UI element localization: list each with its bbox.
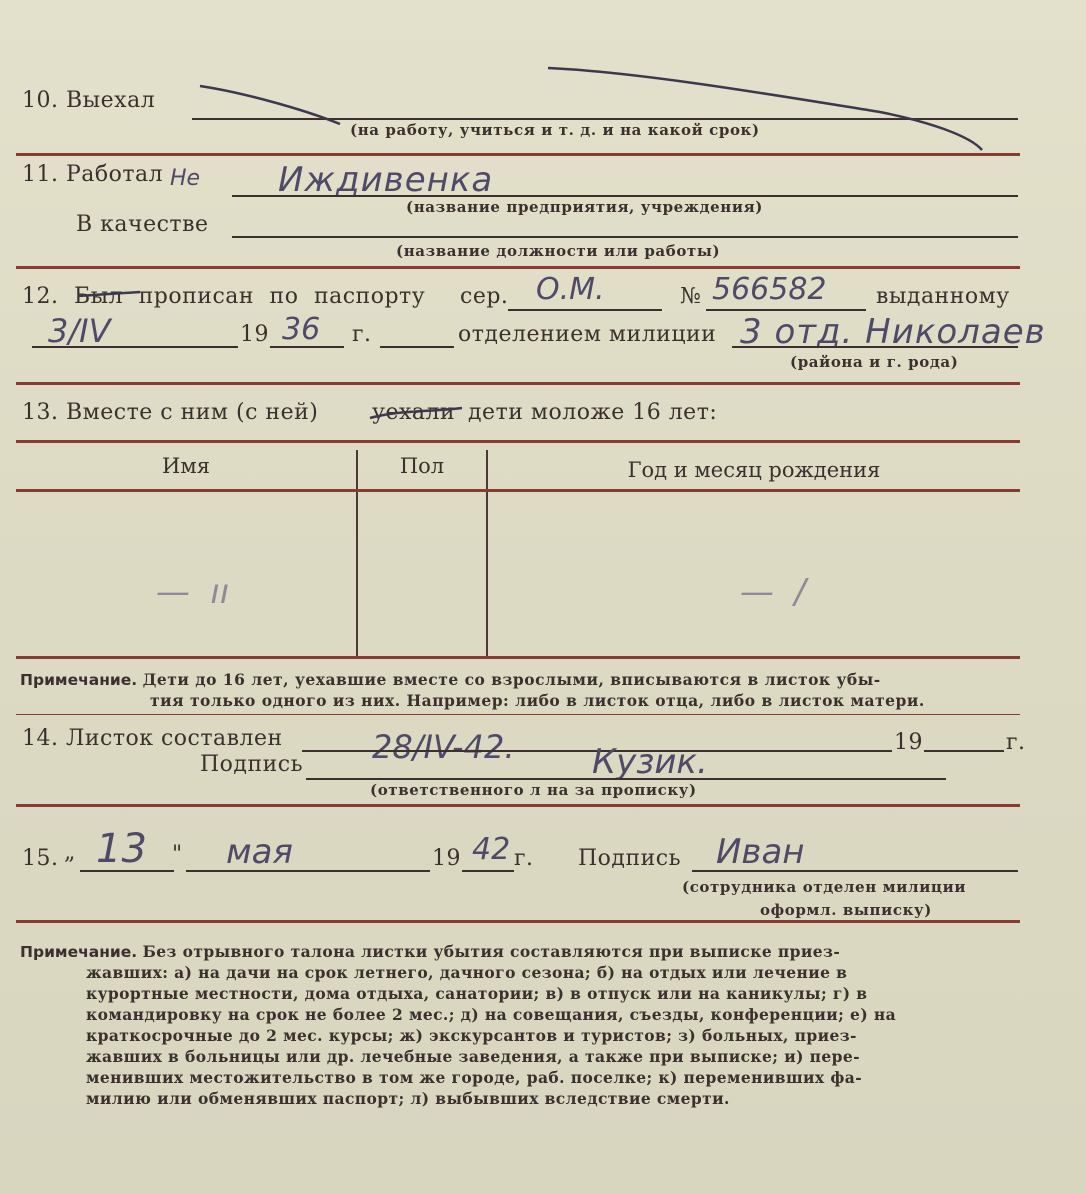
handwritten-day: 13 <box>96 826 147 872</box>
compiled-year-suffix: г. <box>1006 730 1026 755</box>
series-label: сер. <box>460 284 509 309</box>
year-line <box>462 870 514 872</box>
note-children <box>20 670 881 690</box>
note-line: тия только одного из них. Например: либо в листок отца, либо в листок матери. <box>150 691 925 710</box>
field-label-worked: 11. Работал <box>22 162 164 187</box>
compiled-year-line <box>924 750 1004 752</box>
struck-word-departed: уехали <box>372 400 456 425</box>
table-top-rule <box>16 440 1020 443</box>
handwritten-worked-value: Иждивенка <box>278 160 494 200</box>
note-line <box>20 942 840 962</box>
year-suffix: г. <box>352 322 372 347</box>
note-line: Дети до 16 лет, уехавшие вместе со взрослыми, вписываются в листок убы- <box>142 670 881 689</box>
table-header-rule <box>16 489 1020 492</box>
handwritten-issue-year: 36 <box>282 312 321 347</box>
field-label-position: В качестве <box>76 212 209 237</box>
officer-signature-line <box>692 870 1018 872</box>
note-title: Примечание. <box>20 943 138 961</box>
field-label-departed: 10. Выехал <box>22 88 156 113</box>
note-line: краткосрочные до 2 мес. курсы; ж) экскурсантов и туристов; з) больных, приез- <box>86 1026 857 1045</box>
caption-responsible: (ответственного л на за прописку) <box>370 781 697 799</box>
sec15-year-suffix: г. <box>514 846 534 871</box>
note-title: Примечание. <box>20 671 138 689</box>
issued-label: выданному <box>876 284 1010 309</box>
compiled-signature-line <box>306 778 946 780</box>
column-divider <box>486 450 488 656</box>
month-line <box>186 870 430 872</box>
note-line: командировку на срок не более 2 мес.; д) на совещания, съезды, конференции; е) на <box>86 1005 897 1024</box>
red-rule <box>16 804 1020 807</box>
red-rule <box>16 714 1020 715</box>
column-divider <box>356 450 358 656</box>
column-header-name: Имя <box>162 454 210 478</box>
note-line: менивших местожительство в том же городе, раб. поселке; к) переменивших фа- <box>86 1068 863 1087</box>
handwritten-series: О.М. <box>536 272 605 307</box>
caption-officer: (сотрудника отделен милиции <box>682 878 967 896</box>
column-header-sex: Пол <box>399 454 445 478</box>
field-label-children: 13. Вместе с ним (с ней) <box>22 400 319 425</box>
handwritten-year: 42 <box>472 832 511 867</box>
handwritten-officer-signature: Иван <box>716 832 805 872</box>
caption-officer-2: оформл. выписку) <box>760 901 932 919</box>
number-label: № <box>680 284 702 309</box>
children-label-tail: дети моложе 16 лет: <box>468 400 718 425</box>
handwritten-compiler-signature: Кузик. <box>592 742 708 782</box>
caption-organization: (название предприятия, учреждения) <box>406 198 763 216</box>
close-quote: " <box>172 842 183 867</box>
compiled-year-prefix: 19 <box>894 730 923 755</box>
column-header-birth: Год и месяц рождения <box>627 458 881 482</box>
handwritten-militia: 3 отд. Николаев <box>740 312 1046 352</box>
handwritten-worked-prefix: Не <box>170 166 201 191</box>
children-strike-mark <box>0 0 1086 440</box>
note-line: курортные местности, дома отдыха, санатории; в) в отпуск или на каникулы; г) в <box>86 984 868 1003</box>
note-line: жавших в больницы или др. лечебные заведения, а также при выписке; и) пере- <box>86 1047 860 1066</box>
day-line <box>80 870 174 872</box>
signature-label: Подпись <box>200 752 304 777</box>
field-label-registered: 12. Был прописан по паспорту <box>22 284 426 309</box>
militia-label: отделением милиции <box>458 322 717 347</box>
field-label-section15: 15. <box>22 846 59 871</box>
caption-departed: (на работу, учиться и т. д. и на какой срок) <box>350 121 760 139</box>
cell-birth: — / <box>740 572 806 612</box>
year-prefix: 19 <box>240 322 269 347</box>
field-label-compiled: 14. Листок составлен <box>22 726 283 751</box>
handwritten-month: мая <box>226 832 293 872</box>
note-line: Без отрывного талона листки убытия составляются при выписке приез- <box>142 942 841 961</box>
cell-name: — ıı <box>156 572 230 612</box>
sec15-signature-label: Подпись <box>578 846 682 871</box>
note-line: милию или обменявших паспорт; л) выбывших вследствие смерти. <box>86 1089 730 1108</box>
note-line: жавших: а) на дачи на срок летнего, дачного сезона; б) на отдых или лечение в <box>86 963 848 982</box>
table-bottom-rule <box>16 656 1020 659</box>
handwritten-issue-date: 3/IV <box>48 312 111 350</box>
caption-district: (района и г. рода) <box>790 353 959 371</box>
open-quote: „ <box>64 840 76 865</box>
sec15-year-prefix: 19 <box>432 846 461 871</box>
caption-position: (название должности или работы) <box>396 242 721 260</box>
red-rule <box>16 920 1020 923</box>
handwritten-compiled-date: 28/IV-42. <box>372 728 515 766</box>
handwritten-passport-number: 566582 <box>712 272 827 307</box>
